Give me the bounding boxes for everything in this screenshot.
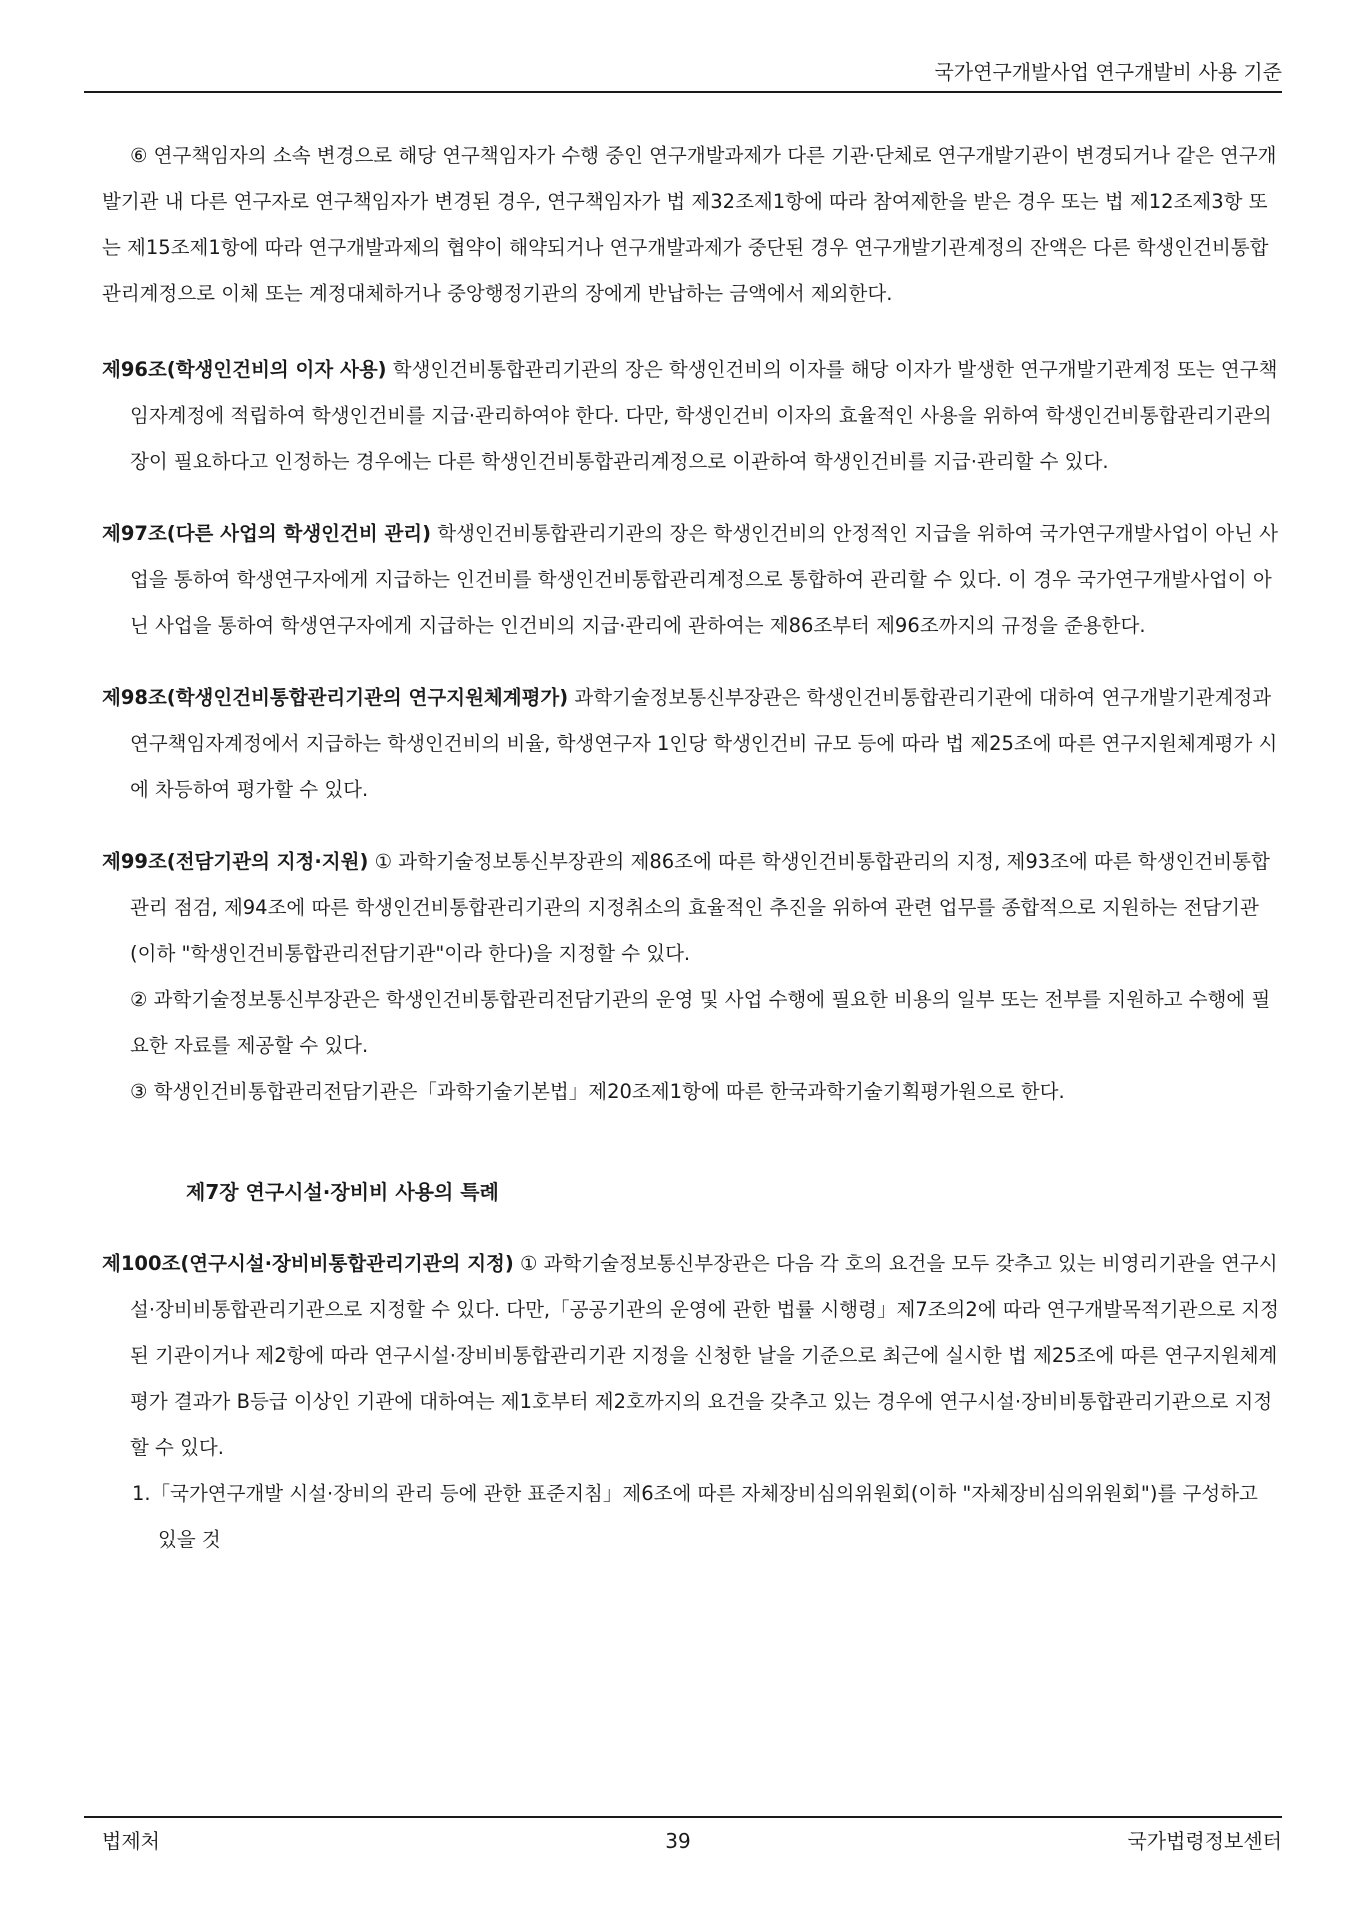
article-99-heading: 제99조(전담기관의 지정·지원) <box>102 850 369 873</box>
article-99-text: ① 과학기술정보통신부장관의 제86조에 따른 학생인건비통합관리의 지정, 제93조에 따른 학생인건비통합관리 점검, 제94조에 따른 학생인건비통합관리기관의 지정취소의 효율적인 추진을 위하여 관련 업무를 종합적으로 지원하는 전담기관(이하 "학생인건비통합관리전담기관"이라 한다)을 지정할 수 있다. <box>130 850 1270 965</box>
document-body <box>102 133 1280 1563</box>
paragraph-clause-6: ⑥ 연구책임자의 소속 변경으로 해당 연구책임자가 수행 중인 연구개발과제가 다른 기관·단체로 연구개발기관이 변경되거나 같은 연구개발기관 내 다른 연구자로 연구책임자가 변경된 경우, 연구책임자가 법 제32조제1항에 따라 참여제한을 받은 경우 또는 법 제12조제3항 또는 제15조제1항에 따라 연구개발과제의 협약이 해약되거나 연구개발과제가 중단된 경우 연구개발기관계정의 잔액은 다른 학생인건비통합관리계정으로 이체 또는 계정대체하거나 중앙행정기관의 장에게 반납하는 금액에서 제외한다. <box>102 144 1277 305</box>
footer-publisher: 법제처 <box>102 1829 160 1853</box>
running-header-title: 국가연구개발사업 연구개발비 사용 기준 <box>934 60 1282 84</box>
chapter-title: 제7장 연구시설·장비비 사용의 특례 <box>186 1180 499 1204</box>
article-98 <box>102 675 1280 813</box>
article-97-text: 학생인건비통합관리기관의 장은 학생인건비의 안정적인 지급을 위하여 국가연구개발사업이 아닌 사업을 통하여 학생연구자에게 지급하는 인건비를 학생인건비통합관리계정으로 통합하여 관리할 수 있다. 이 경우 국가연구개발사업이 아닌 사업을 통하여 학생연구자에게 지급하는 인건비의 지급·관리에 관하여는 제86조부터 제96조까지의 규정을 준용한다. <box>130 522 1278 637</box>
footer-source: 국가법령정보센터 <box>1127 1829 1282 1853</box>
article-99 <box>102 839 1280 977</box>
article-96 <box>102 347 1280 485</box>
header-divider <box>84 91 1282 93</box>
article-97-heading: 제97조(다른 사업의 학생인건비 관리) <box>102 522 432 545</box>
article-99-clause-2: ② 과학기술정보통신부장관은 학생인건비통합관리전담기관의 운영 및 사업 수행에 필요한 비용의 일부 또는 전부를 지원하고 수행에 필요한 자료를 제공할 수 있다. <box>130 988 1271 1057</box>
footer-divider <box>84 1816 1282 1818</box>
article-96-heading: 제96조(학생인건비의 이자 사용) <box>102 358 387 381</box>
article-99-clause-3: ③ 학생인건비통합관리전담기관은「과학기술기본법」제20조제1항에 따른 한국과학기술기획평가원으로 한다. <box>130 1080 1065 1103</box>
article-100 <box>102 1241 1280 1471</box>
article-97 <box>102 511 1280 649</box>
article-100-text: ① 과학기술정보통신부장관은 다음 각 호의 요건을 모두 갖추고 있는 비영리기관을 연구시설·장비비통합관리기관으로 지정할 수 있다. 다만,「공공기관의 운영에 관한 법률 시행령」제7조의2에 따라 연구개발목적기관으로 지정된 기관이거나 제2항에 따라 연구시설·장비비통합관리기관 지정을 신청한 날을 기준으로 최근에 실시한 법 제25조에 따른 연구지원체계평가 결과가 B등급 이상인 기관에 대하여는 제1호부터 제2호까지의 요건을 갖추고 있는 경우에 연구시설·장비비통합관리기관으로 지정할 수 있다. <box>130 1252 1279 1459</box>
page-number: 39 <box>665 1829 691 1853</box>
article-98-heading: 제98조(학생인건비통합관리기관의 연구지원체계평가) <box>102 686 569 709</box>
article-98-text: 과학기술정보통신부장관은 학생인건비통합관리기관에 대하여 연구개발기관계정과 연구책임자계정에서 지급하는 학생인건비의 비율, 학생연구자 1인당 학생인건비 규모 등에 따라 법 제25조에 따른 연구지원체계평가 시에 차등하여 평가할 수 있다. <box>130 686 1278 801</box>
article-96-text: 학생인건비통합관리기관의 장은 학생인건비의 이자를 해당 이자가 발생한 연구개발기관계정 또는 연구책임자계정에 적립하여 학생인건비를 지급·관리하여야 한다. 다만, 학생인건비 이자의 효율적인 사용을 위하여 학생인건비통합관리기관의 장이 필요하다고 인정하는 경우에는 다른 학생인건비통합관리계정으로 이관하여 학생인건비를 지급·관리할 수 있다. <box>130 358 1278 473</box>
article-100-item-1: 1.「국가연구개발 시설·장비의 관리 등에 관한 표준지침」제6조에 따른 자체장비심의위원회(이하 "자체장비심의위원회")를 구성하고 있을 것 <box>132 1482 1258 1551</box>
article-100-heading: 제100조(연구시설·장비비통합관리기관의 지정) <box>102 1252 514 1275</box>
